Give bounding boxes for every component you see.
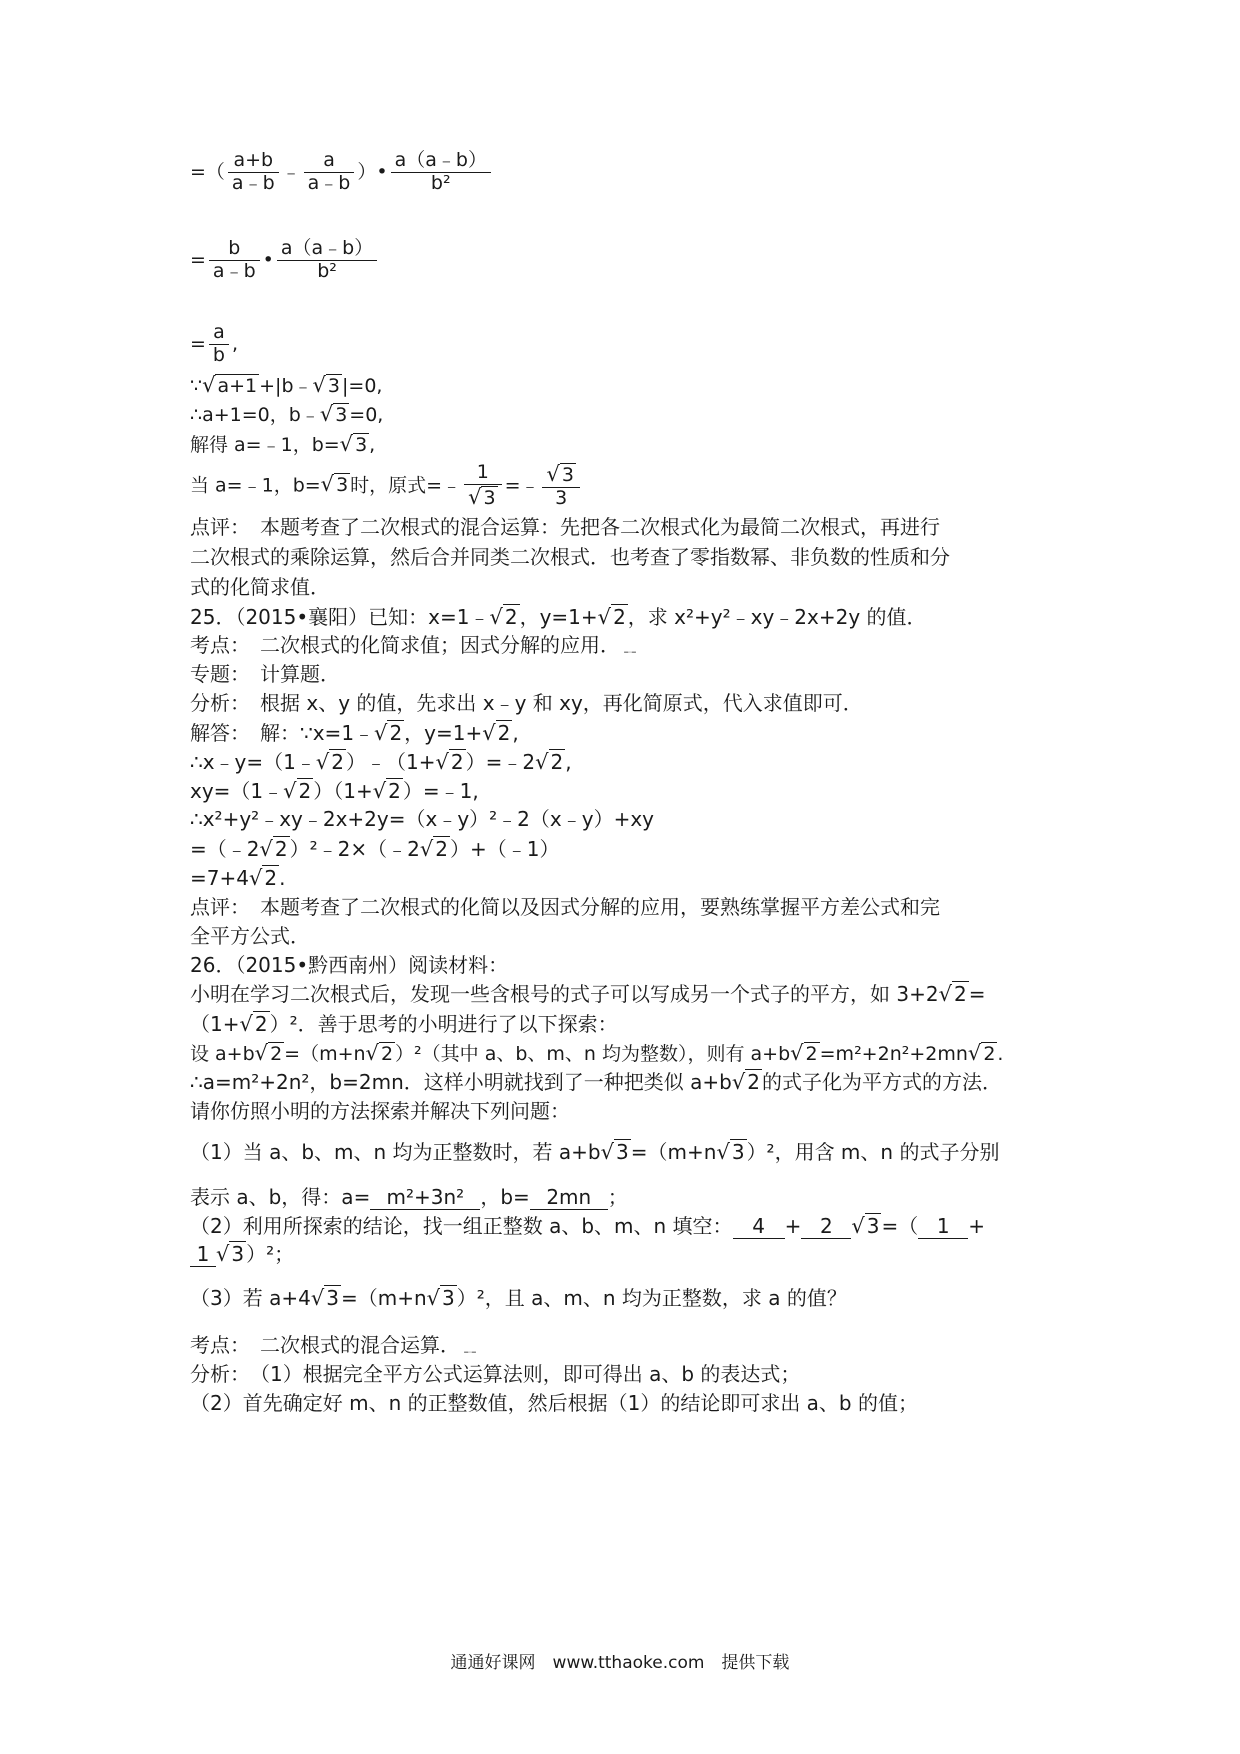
answer-blank: m²+3n² <box>370 1186 480 1210</box>
radical-sign: √ <box>482 721 496 745</box>
sqrt-expression <box>716 1140 746 1164</box>
jieda-25 <box>190 721 519 745</box>
text-run: =0, <box>349 404 384 426</box>
reading-line <box>190 1070 1002 1094</box>
numerator: a（a﹣b） <box>391 150 491 173</box>
radicand: 2 <box>264 866 278 890</box>
radical-sign: √ <box>426 1286 441 1310</box>
radicand: 3 <box>335 404 348 426</box>
text-run: （1+ <box>190 1012 240 1036</box>
reading-line <box>190 982 985 1006</box>
radicand: 3 <box>442 1286 455 1310</box>
denominator: b² <box>317 259 337 282</box>
sqrt-expression <box>732 1070 762 1094</box>
radical-sign: √ <box>600 1140 615 1164</box>
text-run: ）（1+ <box>313 779 373 803</box>
sqrt-expression <box>202 373 259 398</box>
radicand: 2 <box>504 605 518 629</box>
sqrt-expression <box>313 373 342 398</box>
answer-blank: 4 <box>733 1215 785 1239</box>
radical-sign: √ <box>489 605 503 629</box>
text-run: =﹣ <box>504 474 540 497</box>
radicand: 2 <box>983 1043 996 1065</box>
text-run: ∴a=m²+2n²，b=2mn．这样小明就找到了一种把类似 a+b <box>190 1070 732 1094</box>
reading-line <box>190 1041 1003 1066</box>
sqrt-expression <box>489 605 519 629</box>
radical-sign: √ <box>320 472 335 497</box>
sqrt-expression <box>851 1214 881 1238</box>
text-run: + <box>784 1214 802 1238</box>
text-run: （2）利用所探索的结论，找一组正整数 a、b、m、n 填空： <box>190 1214 733 1238</box>
fenxi-26: 分析： （1）根据完全平方公式运算法则，即可得出 a、b 的表达式； <box>190 1362 801 1386</box>
text-run: . <box>279 866 286 890</box>
radical-sign: √ <box>310 1286 325 1310</box>
sqrt-expression <box>320 402 349 427</box>
comment-25: 全平方公式． <box>190 924 310 948</box>
radicand: 2 <box>331 750 345 774</box>
text-run: 表示 a、b，得：a= <box>190 1185 371 1209</box>
radicand: 2 <box>497 721 511 745</box>
numerator: 1 <box>464 462 501 485</box>
radical-sign: √ <box>967 1041 982 1065</box>
step-line-5 <box>190 402 383 427</box>
text-run: =7+4 <box>190 866 249 890</box>
radicand: 3 <box>866 1214 880 1238</box>
sqrt-expression <box>259 837 289 861</box>
text-run: ，y=1+ <box>519 605 598 629</box>
answer-blank: 1 <box>190 1243 216 1267</box>
solution-step <box>190 779 479 803</box>
numerator: a+b <box>228 150 279 173</box>
step-line-3 <box>190 322 238 367</box>
radical-sign: √ <box>938 982 952 1006</box>
sqrt-expression <box>427 1286 457 1310</box>
comment-line: 式的化简求值． <box>190 575 330 599</box>
radical-sign: √ <box>315 750 330 774</box>
radical-sign: √ <box>790 1041 804 1065</box>
text-run: ）²﹣2×（﹣2 <box>289 837 420 861</box>
radical-sign: √ <box>851 1214 865 1238</box>
text-run: （3）若 a+4 <box>190 1286 311 1310</box>
radicand: 2 <box>613 605 626 629</box>
text: ﹣ <box>281 160 301 183</box>
fraction <box>277 238 377 283</box>
text-run: 解答： 解：∵x=1﹣ <box>190 721 375 745</box>
fenxi-26-b: （2）首先确定好 m、n 的正整数值，然后根据（1）的结论即可求出 a、b 的值； <box>190 1391 918 1415</box>
sub-question-1-answer <box>190 1186 628 1210</box>
comment-25: 点评： 本题考查了二次根式的化简以及因式分解的应用，要熟练掌握平方差公式和完 <box>190 895 940 919</box>
radicand: 2 <box>435 837 448 861</box>
sqrt-expression <box>283 779 313 803</box>
text-run: , <box>512 721 519 745</box>
text-run: 小明在学习二次根式后，发现一些含根号的式子可以写成另一个式子的平方，如 3+2 <box>190 982 939 1006</box>
text-run: ，b= <box>480 1185 530 1209</box>
text-run: 的式子化为平方式的方法． <box>761 1070 1002 1094</box>
radical-sign: √ <box>312 373 326 397</box>
sqrt-expression <box>340 432 369 457</box>
radical-sign: √ <box>546 462 560 486</box>
radicand: 2 <box>380 1043 394 1065</box>
radicand: 2 <box>550 750 564 774</box>
radical-sign: √ <box>365 1041 379 1065</box>
text-run: 解得 a=﹣1，b= <box>190 434 340 456</box>
text-run: ）²（其中 a、b、m、n 均为整数），则有 a+b <box>395 1043 791 1065</box>
radical-sign: √ <box>202 373 216 397</box>
fraction <box>391 150 491 195</box>
radical-sign: √ <box>435 750 449 774</box>
sqrt-expression <box>373 779 403 803</box>
denominator: a﹣b <box>231 171 275 194</box>
solution-step: ∴x²+y²﹣xy﹣2x+2y=（x﹣y）²﹣2（x﹣y）+xy <box>190 807 655 831</box>
comment-line: 点评： 本题考查了二次根式的混合运算：先把各二次根式化为最简二次根式，再进行 <box>190 515 940 539</box>
sqrt-expression <box>239 1012 269 1036</box>
radical-sign: √ <box>374 721 388 745</box>
text: ）• <box>357 160 388 183</box>
radicand: 2 <box>389 721 403 745</box>
answer-blank: 2mn <box>530 1186 608 1210</box>
kaodian-25: 考点： 二次根式的化简求值；因式分解的应用．﹎ <box>190 633 640 657</box>
sqrt-expression <box>535 750 565 774</box>
radicand: 2 <box>953 982 967 1006</box>
denominator <box>464 485 501 510</box>
text-run: =（m+n <box>284 1043 366 1065</box>
text: = <box>190 332 206 355</box>
radical-sign: √ <box>716 1140 730 1164</box>
radical-sign: √ <box>419 837 434 861</box>
sqrt-expression <box>968 1041 997 1066</box>
sqrt-expression <box>546 462 575 487</box>
radicand: 2 <box>388 779 401 803</box>
text-run: 设 a+b <box>190 1043 255 1065</box>
text-run: , <box>565 750 572 774</box>
text-run: +|b﹣ <box>259 375 313 397</box>
text-run: 时，原式=﹣ <box>350 474 462 497</box>
numerator: a（a﹣b） <box>277 238 377 261</box>
text: = <box>190 248 206 271</box>
fenxi-25: 分析： 根据 x、y 的值，先求出 x﹣y 和 xy，再化简原式，代入求值即可． <box>190 691 863 715</box>
radicand: 3 <box>327 375 341 397</box>
text-run: ）²； <box>246 1242 295 1266</box>
radical-sign: √ <box>372 779 387 803</box>
radicand: 3 <box>731 1140 745 1164</box>
sqrt-expression <box>601 1140 631 1164</box>
text-run: ）=﹣2 <box>465 750 536 774</box>
text-run: ∴x﹣y=（1﹣ <box>190 750 316 774</box>
sqrt-expression <box>249 866 279 890</box>
answer-blank: 2 <box>801 1215 851 1239</box>
sqrt-expression <box>468 485 497 510</box>
reading-line <box>190 1012 618 1036</box>
page-footer: 通通好课网 www.tthaoke.com 提供下载 <box>450 1653 790 1673</box>
text-run: ∴a+1=0，b﹣ <box>190 404 320 426</box>
text-run: （1）当 a、b、m、n 均为正整数时，若 a+b <box>190 1140 601 1164</box>
radicand: 2 <box>450 750 464 774</box>
comment-line: 二次根式的乘除运算，然后合并同类二次根式．也考查了零指数幂、非负数的性质和分 <box>190 545 950 569</box>
denominator: 3 <box>555 486 568 509</box>
radical-sign: √ <box>239 1012 253 1036</box>
radical-sign: √ <box>254 1041 269 1065</box>
answer-blank: 1 <box>918 1215 968 1239</box>
numerator: a <box>209 322 229 345</box>
text-run: xy=（1﹣ <box>190 779 284 803</box>
radical-sign: √ <box>597 605 612 629</box>
text-run: =m²+2n²+2mn <box>819 1043 968 1065</box>
sqrt-expression <box>216 1242 246 1266</box>
text-run: ）²，且 a、m、n 均为正整数，求 a 的值？ <box>456 1286 847 1310</box>
sub-question-1 <box>190 1140 999 1164</box>
numerator <box>542 462 579 488</box>
radicand: 2 <box>274 837 288 861</box>
numerator: b <box>209 238 260 261</box>
radicand: 3 <box>326 1286 339 1310</box>
text: • <box>262 248 274 271</box>
solution-step <box>190 866 285 890</box>
radicand: 3 <box>231 1242 245 1266</box>
text: =（ <box>190 160 225 183</box>
text-run: ）²．善于思考的小明进行了以下探索： <box>269 1012 618 1036</box>
denominator: a﹣b <box>307 171 351 194</box>
text-run: =（﹣2 <box>190 837 260 861</box>
sub-question-2-cont <box>190 1242 294 1267</box>
sqrt-expression <box>598 605 628 629</box>
step-line-6 <box>190 432 375 457</box>
fraction <box>209 238 260 283</box>
fraction <box>542 462 579 510</box>
radicand: 2 <box>270 1043 283 1065</box>
radical-sign: √ <box>731 1070 746 1094</box>
sqrt-expression <box>366 1041 395 1066</box>
solution-step <box>190 837 559 861</box>
sub-question-3 <box>190 1286 847 1310</box>
radical-sign: √ <box>319 402 334 426</box>
text-run: =（m+n <box>340 1286 427 1310</box>
kaodian-26: 考点： 二次根式的混合运算．﹎ <box>190 1333 480 1357</box>
radical-sign: √ <box>216 1242 230 1266</box>
radical-sign: √ <box>468 484 482 509</box>
text-run: . <box>997 1043 1004 1065</box>
sqrt-expression <box>374 721 404 745</box>
radical-sign: √ <box>283 779 297 803</box>
step-line-2 <box>190 238 380 283</box>
text-run: ）+（﹣1） <box>449 837 560 861</box>
text-run: ，y=1+ <box>404 721 483 745</box>
text-run: , <box>369 434 376 456</box>
text-run: = <box>968 982 986 1006</box>
radicand: 2 <box>254 1012 268 1036</box>
sqrt-expression <box>311 1286 341 1310</box>
zhuanti-25: 专题： 计算题． <box>190 662 340 686</box>
fraction <box>304 150 355 195</box>
text-run: ）﹣（1+ <box>346 750 436 774</box>
sqrt-expression <box>482 721 512 745</box>
fraction <box>228 150 279 195</box>
numerator: a <box>304 150 355 173</box>
sqrt-expression <box>255 1041 284 1066</box>
denominator: a﹣b <box>212 259 256 282</box>
radicand: a+1 <box>217 375 258 397</box>
sub-question-2 <box>190 1214 985 1239</box>
reading-line: 请你仿照小明的方法探索并解决下列问题： <box>190 1099 570 1123</box>
radical-sign: √ <box>248 866 263 890</box>
sqrt-expression <box>316 750 346 774</box>
radical-sign: √ <box>339 432 354 456</box>
radicand: 3 <box>355 434 368 456</box>
radicand: 2 <box>747 1070 760 1094</box>
text-run: ）=﹣1, <box>402 779 479 803</box>
question-25 <box>190 605 927 629</box>
fraction <box>209 322 229 367</box>
text-run: |=0, <box>342 375 383 397</box>
text-run: ； <box>607 1185 628 1209</box>
text-run: ∵ <box>190 375 203 397</box>
radicand: 2 <box>805 1043 818 1065</box>
denominator: b² <box>430 171 451 194</box>
radicand: 2 <box>298 779 312 803</box>
question-26: 26．（2015•黔西南州）阅读材料： <box>190 953 509 977</box>
sqrt-expression <box>939 982 969 1006</box>
step-line-4 <box>190 373 382 398</box>
radicand: 3 <box>336 474 349 497</box>
sqrt-expression <box>436 750 466 774</box>
text: , <box>231 332 239 355</box>
sqrt-expression <box>321 472 350 497</box>
step-line-1 <box>190 150 494 195</box>
radicand: 3 <box>616 1140 629 1164</box>
sqrt-expression <box>790 1041 819 1066</box>
solution-step <box>190 750 572 774</box>
denominator: b <box>212 343 225 366</box>
step-line-7 <box>190 462 583 510</box>
text-run: + <box>968 1214 985 1238</box>
fraction <box>464 462 501 510</box>
radical-sign: √ <box>259 837 273 861</box>
text-run: ）²，用含 m、n 的式子分别 <box>746 1140 1000 1164</box>
text-run: ，求 x²+y²﹣xy﹣2x+2y 的值． <box>627 605 927 629</box>
text-run: =（ <box>881 1214 919 1238</box>
sqrt-expression <box>420 837 450 861</box>
text-run: 当 a=﹣1，b= <box>190 474 321 497</box>
radicand: 3 <box>561 464 574 486</box>
text-run: =（m+n <box>630 1140 717 1164</box>
radicand: 3 <box>483 486 496 509</box>
text-run: 25．（2015•襄阳）已知：x=1﹣ <box>190 605 490 629</box>
radical-sign: √ <box>535 750 549 774</box>
